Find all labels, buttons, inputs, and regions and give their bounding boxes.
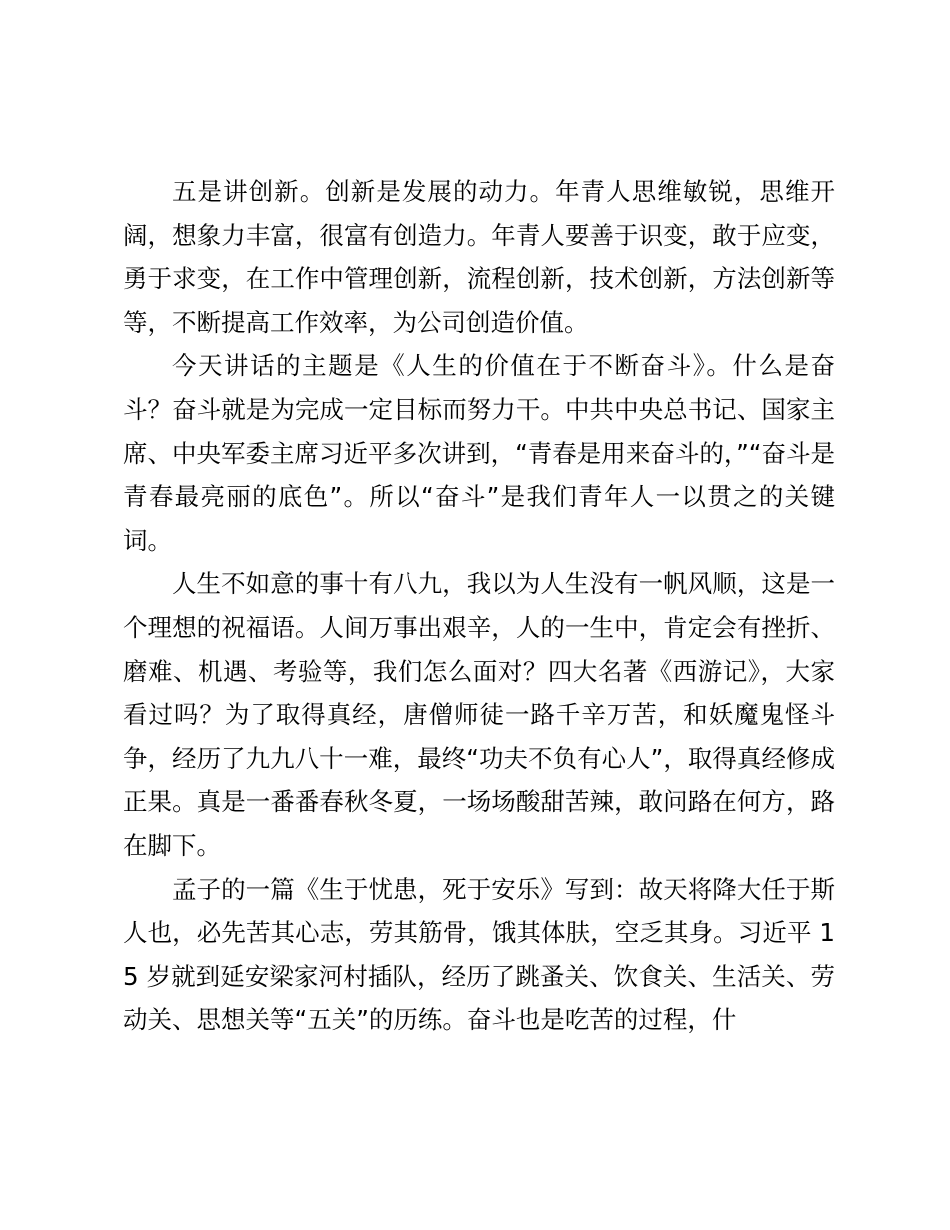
paragraph-mencius: 孟子的一篇《生于忧患，死于安乐》写到：故天将降大任于斯人也，必先苦其心志，劳其筋骨，饿其体肤，空乏其身。习近平 15 岁就到延安梁家河村插队，经历了跳蚤关、饮食关、生活关、劳动关、思想关等“五关”的历练。奋斗也是吃苦的过程，什 — [123, 874, 835, 1035]
paragraph-innovation: 五是讲创新。创新是发展的动力。年青人思维敏锐，思维开阔，想象力丰富，很富有创造力。年青人要善于识变，敢于应变，勇于求变，在工作中管理创新，流程创新，技术创新，方法创新等等，不断提高工作效率，为公司创造价值。 — [123, 177, 835, 337]
paragraph-journey-west: 人生不如意的事十有八九，我以为人生没有一帆风顺，这是一个理想的祝福语。人间万事出艰辛，人的一生中，肯定会有挫折、磨难、机遇、考验等，我们怎么面对？四大名著《西游记》，大家看过吗？为了取得真经，唐僧师徒一路千辛万苦，和妖魔鬼怪斗争，经历了九九八十一难，最终“功夫不负有心人”，取得真经修成正果。真是一番番春秋冬夏，一场场酸甜苦辣，敢问路在何方，路在脚下。 — [123, 569, 835, 860]
document-body — [123, 170, 835, 1042]
paragraph-struggle-theme: 今天讲话的主题是《人生的价值在于不断奋斗》。什么是奋斗？奋斗就是为完成一定目标而努力干。中共中央总书记、国家主席、中央军委主席习近平多次讲到，“青春是用来奋斗的，”“奋斗是青春最亮丽的底色”。所以“奋斗”是我们青年人一以贯之的关键词。 — [123, 351, 835, 555]
